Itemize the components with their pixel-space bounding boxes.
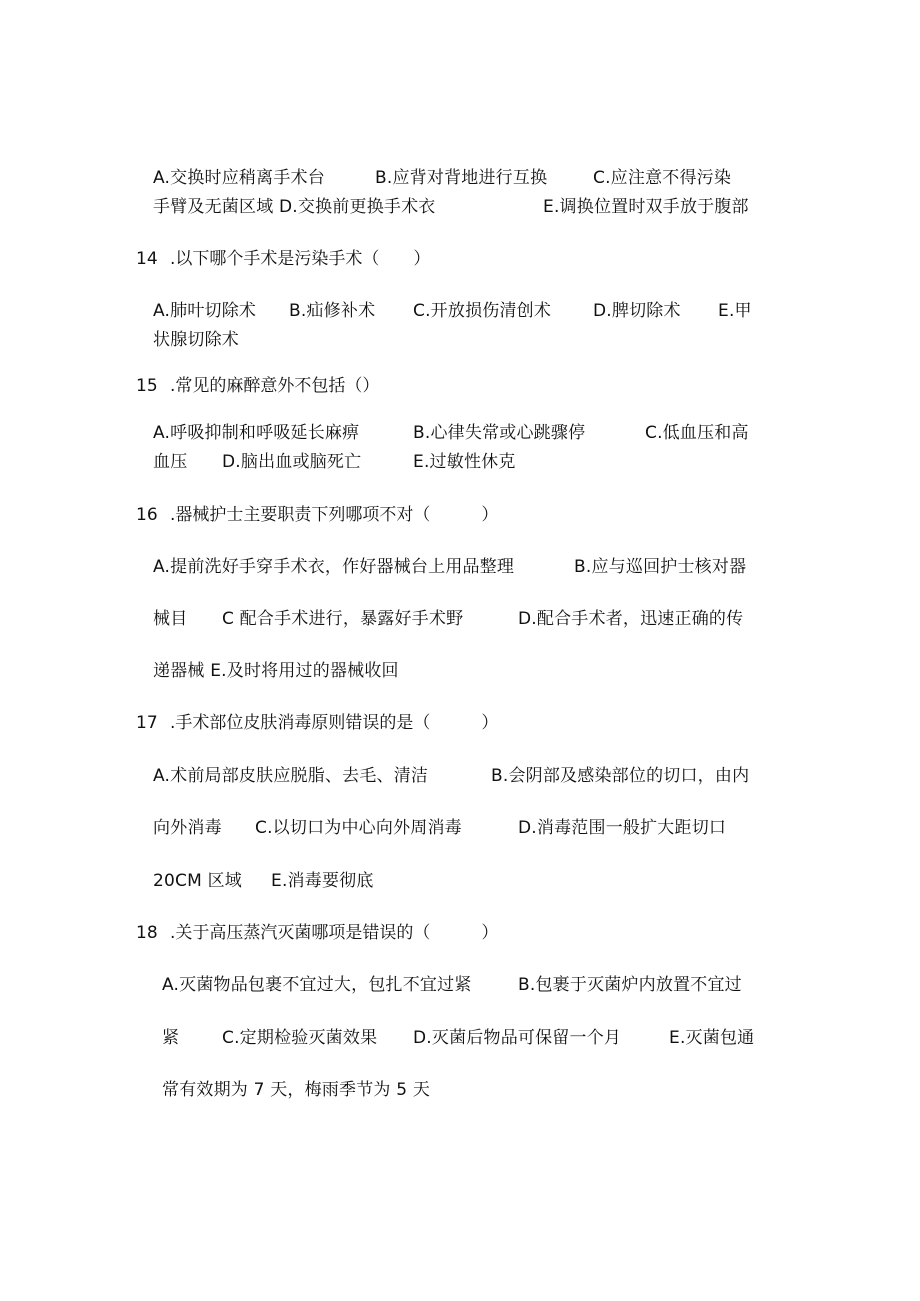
- question-number: 16: [136, 505, 158, 525]
- q13-option-c: C.应注意不得污染: [593, 168, 732, 188]
- q18-option-e: E.灭菌包通: [669, 1028, 755, 1048]
- q15-option-d: D.脑出血或脑死亡: [222, 452, 362, 472]
- q16-option-d-cont-e: 递器械 E.及时将用过的器械收回: [153, 661, 399, 681]
- q18-option-d: D.灭菌后物品可保留一个月: [413, 1028, 622, 1048]
- question-stem: .关于高压蒸汽灭菌哪项是错误的（ ）: [170, 923, 499, 943]
- question-number: 14: [136, 249, 158, 269]
- q14-option-e-cont: 状腺切除术: [153, 330, 239, 350]
- q13-option-e: E.调换位置时双手放于腹部: [543, 197, 749, 217]
- q15-option-b: B.心律失常或心跳骤停: [413, 423, 586, 443]
- question-stem: .器械护士主要职责下列哪项不对（ ）: [170, 505, 499, 525]
- q18-option-b-cont: 紧: [162, 1028, 180, 1048]
- q18-option-a: A.灭菌物品包裹不宜过大，包扎不宜过紧: [162, 975, 472, 995]
- question-stem: .以下哪个手术是污染手术（ ）: [170, 249, 431, 269]
- question-number: 15: [136, 376, 158, 396]
- question-number: 17: [136, 713, 158, 733]
- q17-option-e: E.消毒要彻底: [271, 871, 374, 891]
- q15-option-a: A.呼吸抑制和呼吸延长麻痹: [153, 423, 360, 443]
- q13-option-b: B.应背对背地进行互换: [375, 168, 548, 188]
- q17-option-b: B.会阴部及感染部位的切口，由内: [491, 766, 750, 786]
- q13-option-a: A.交换时应稍离手术台: [153, 168, 325, 188]
- q17-option-d: D.消毒范围一般扩大距切口: [518, 818, 727, 838]
- q17-option-a: A.术前局部皮肤应脱脂、去毛、清洁: [153, 766, 429, 786]
- q16-option-c: C 配合手术进行，暴露好手术野: [222, 609, 464, 629]
- q16-option-b-cont: 械目: [153, 609, 188, 629]
- question-number: 18: [136, 923, 158, 943]
- q15-option-c: C.低血压和高: [645, 423, 749, 443]
- q17-option-c: C.以切口为中心向外周消毒: [255, 818, 462, 838]
- q18-option-e-cont: 常有效期为 7 天，梅雨季节为 5 天: [162, 1080, 431, 1100]
- q17-option-b-cont: 向外消毒: [153, 818, 222, 838]
- q13-option-c-cont-d: 手臂及无菌区域 D.交换前更换手术衣: [153, 197, 436, 217]
- q15-option-c-cont: 血压: [153, 452, 188, 472]
- question-stem: .常见的麻醉意外不包括（）: [170, 376, 380, 396]
- q14-option-c: C.开放损伤清创术: [413, 301, 552, 321]
- q15-option-e: E.过敏性休克: [413, 452, 516, 472]
- q14-option-b: B.疝修补术: [289, 301, 376, 321]
- q16-option-b: B.应与巡回护士核对器: [574, 557, 747, 577]
- q18-option-b: B.包裹于灭菌炉内放置不宜过: [518, 975, 742, 995]
- q14-option-a: A.肺叶切除术: [153, 301, 257, 321]
- q14-option-d: D.脾切除术: [593, 301, 681, 321]
- q18-option-c: C.定期检验灭菌效果: [222, 1028, 378, 1048]
- q16-option-d: D.配合手术者，迅速正确的传: [518, 609, 744, 629]
- q14-option-e: E.甲: [718, 301, 752, 321]
- question-stem: .手术部位皮肤消毒原则错误的是（ ）: [170, 713, 499, 733]
- q17-option-d-cont: 20CM 区域: [153, 871, 242, 891]
- q16-option-a: A.提前洗好手穿手术衣，作好器械台上用品整理: [153, 557, 515, 577]
